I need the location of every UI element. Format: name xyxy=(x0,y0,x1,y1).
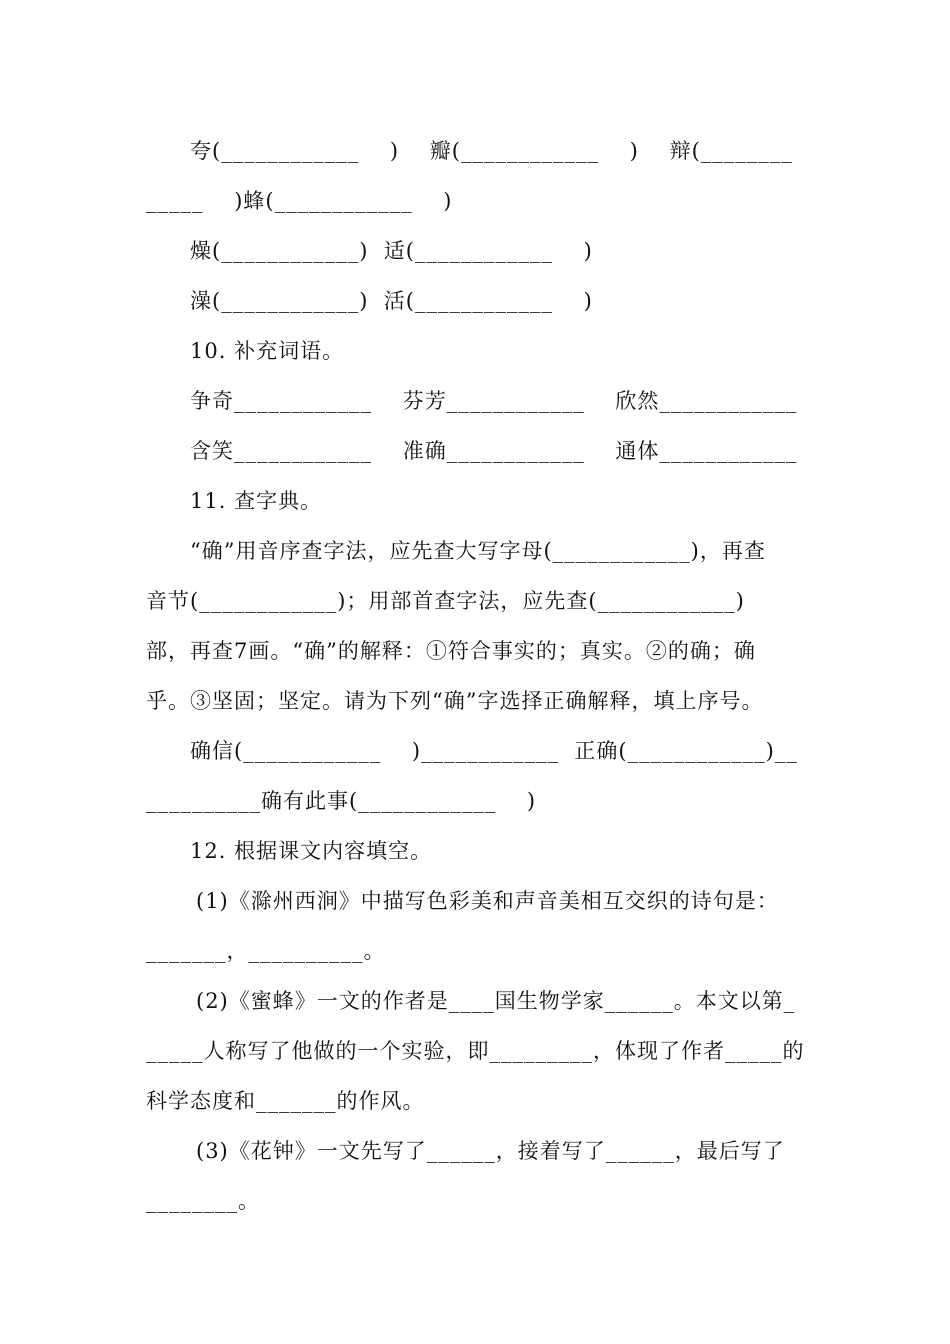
text-line-10: 音节(____________)；用部首查字法，应先查(____________) xyxy=(146,589,745,613)
text-line-22: ________。 xyxy=(146,1189,260,1213)
text-line-6: 争奇____________ 芬芳____________ 欣然____________ xyxy=(190,389,798,413)
text-line-7: 含笑____________ 准确____________ 通体____________ xyxy=(190,439,798,463)
text-line-20: 科学态度和_______的作风。 xyxy=(146,1089,425,1113)
text-line-14: __________确有此事(____________ ) xyxy=(146,789,537,813)
text-line-3: 燥(____________) 适(____________ ) xyxy=(190,239,593,263)
text-line-4: 澡(____________) 活(____________ ) xyxy=(190,289,593,313)
text-line-17: _______，__________。 xyxy=(146,939,386,963)
question-10-heading: 10. 补充词语。 xyxy=(190,339,345,363)
text-line-2: _____ )蜂(____________ ) xyxy=(146,189,453,213)
text-line-12: 乎。③坚固；坚定。请为下列“确”字选择正确解释，填上序号。 xyxy=(146,689,764,713)
text-line-19: _____人称写了他做的一个实验，即_________，体现了作者_____的 xyxy=(146,1039,805,1063)
text-line-9: “确”用音序查字法，应先查大写字母(____________)，再查 xyxy=(190,539,766,563)
text-line-21: (3)《花钟》一文先写了______，接着写了______，最后写了 xyxy=(196,1139,785,1163)
text-line-13: 确信(____________ )____________ 正确(____________)__ xyxy=(190,739,798,763)
text-line-18: (2)《蜜蜂》一文的作者是____国生物学家______。本文以第_ xyxy=(196,989,796,1013)
question-12-heading: 12. 根据课文内容填空。 xyxy=(190,839,433,863)
text-line-16: (1)《滁州西涧》中描写色彩美和声音美相互交织的诗句是： xyxy=(196,889,779,913)
text-line-1: 夸(____________ ) 瓣(____________ ) 辩(________ xyxy=(190,139,793,163)
text-line-11: 部，再查7画。“确”的解释：①符合事实的；真实。②的确；确 xyxy=(146,639,756,663)
question-11-heading: 11. 查字典。 xyxy=(190,489,323,513)
